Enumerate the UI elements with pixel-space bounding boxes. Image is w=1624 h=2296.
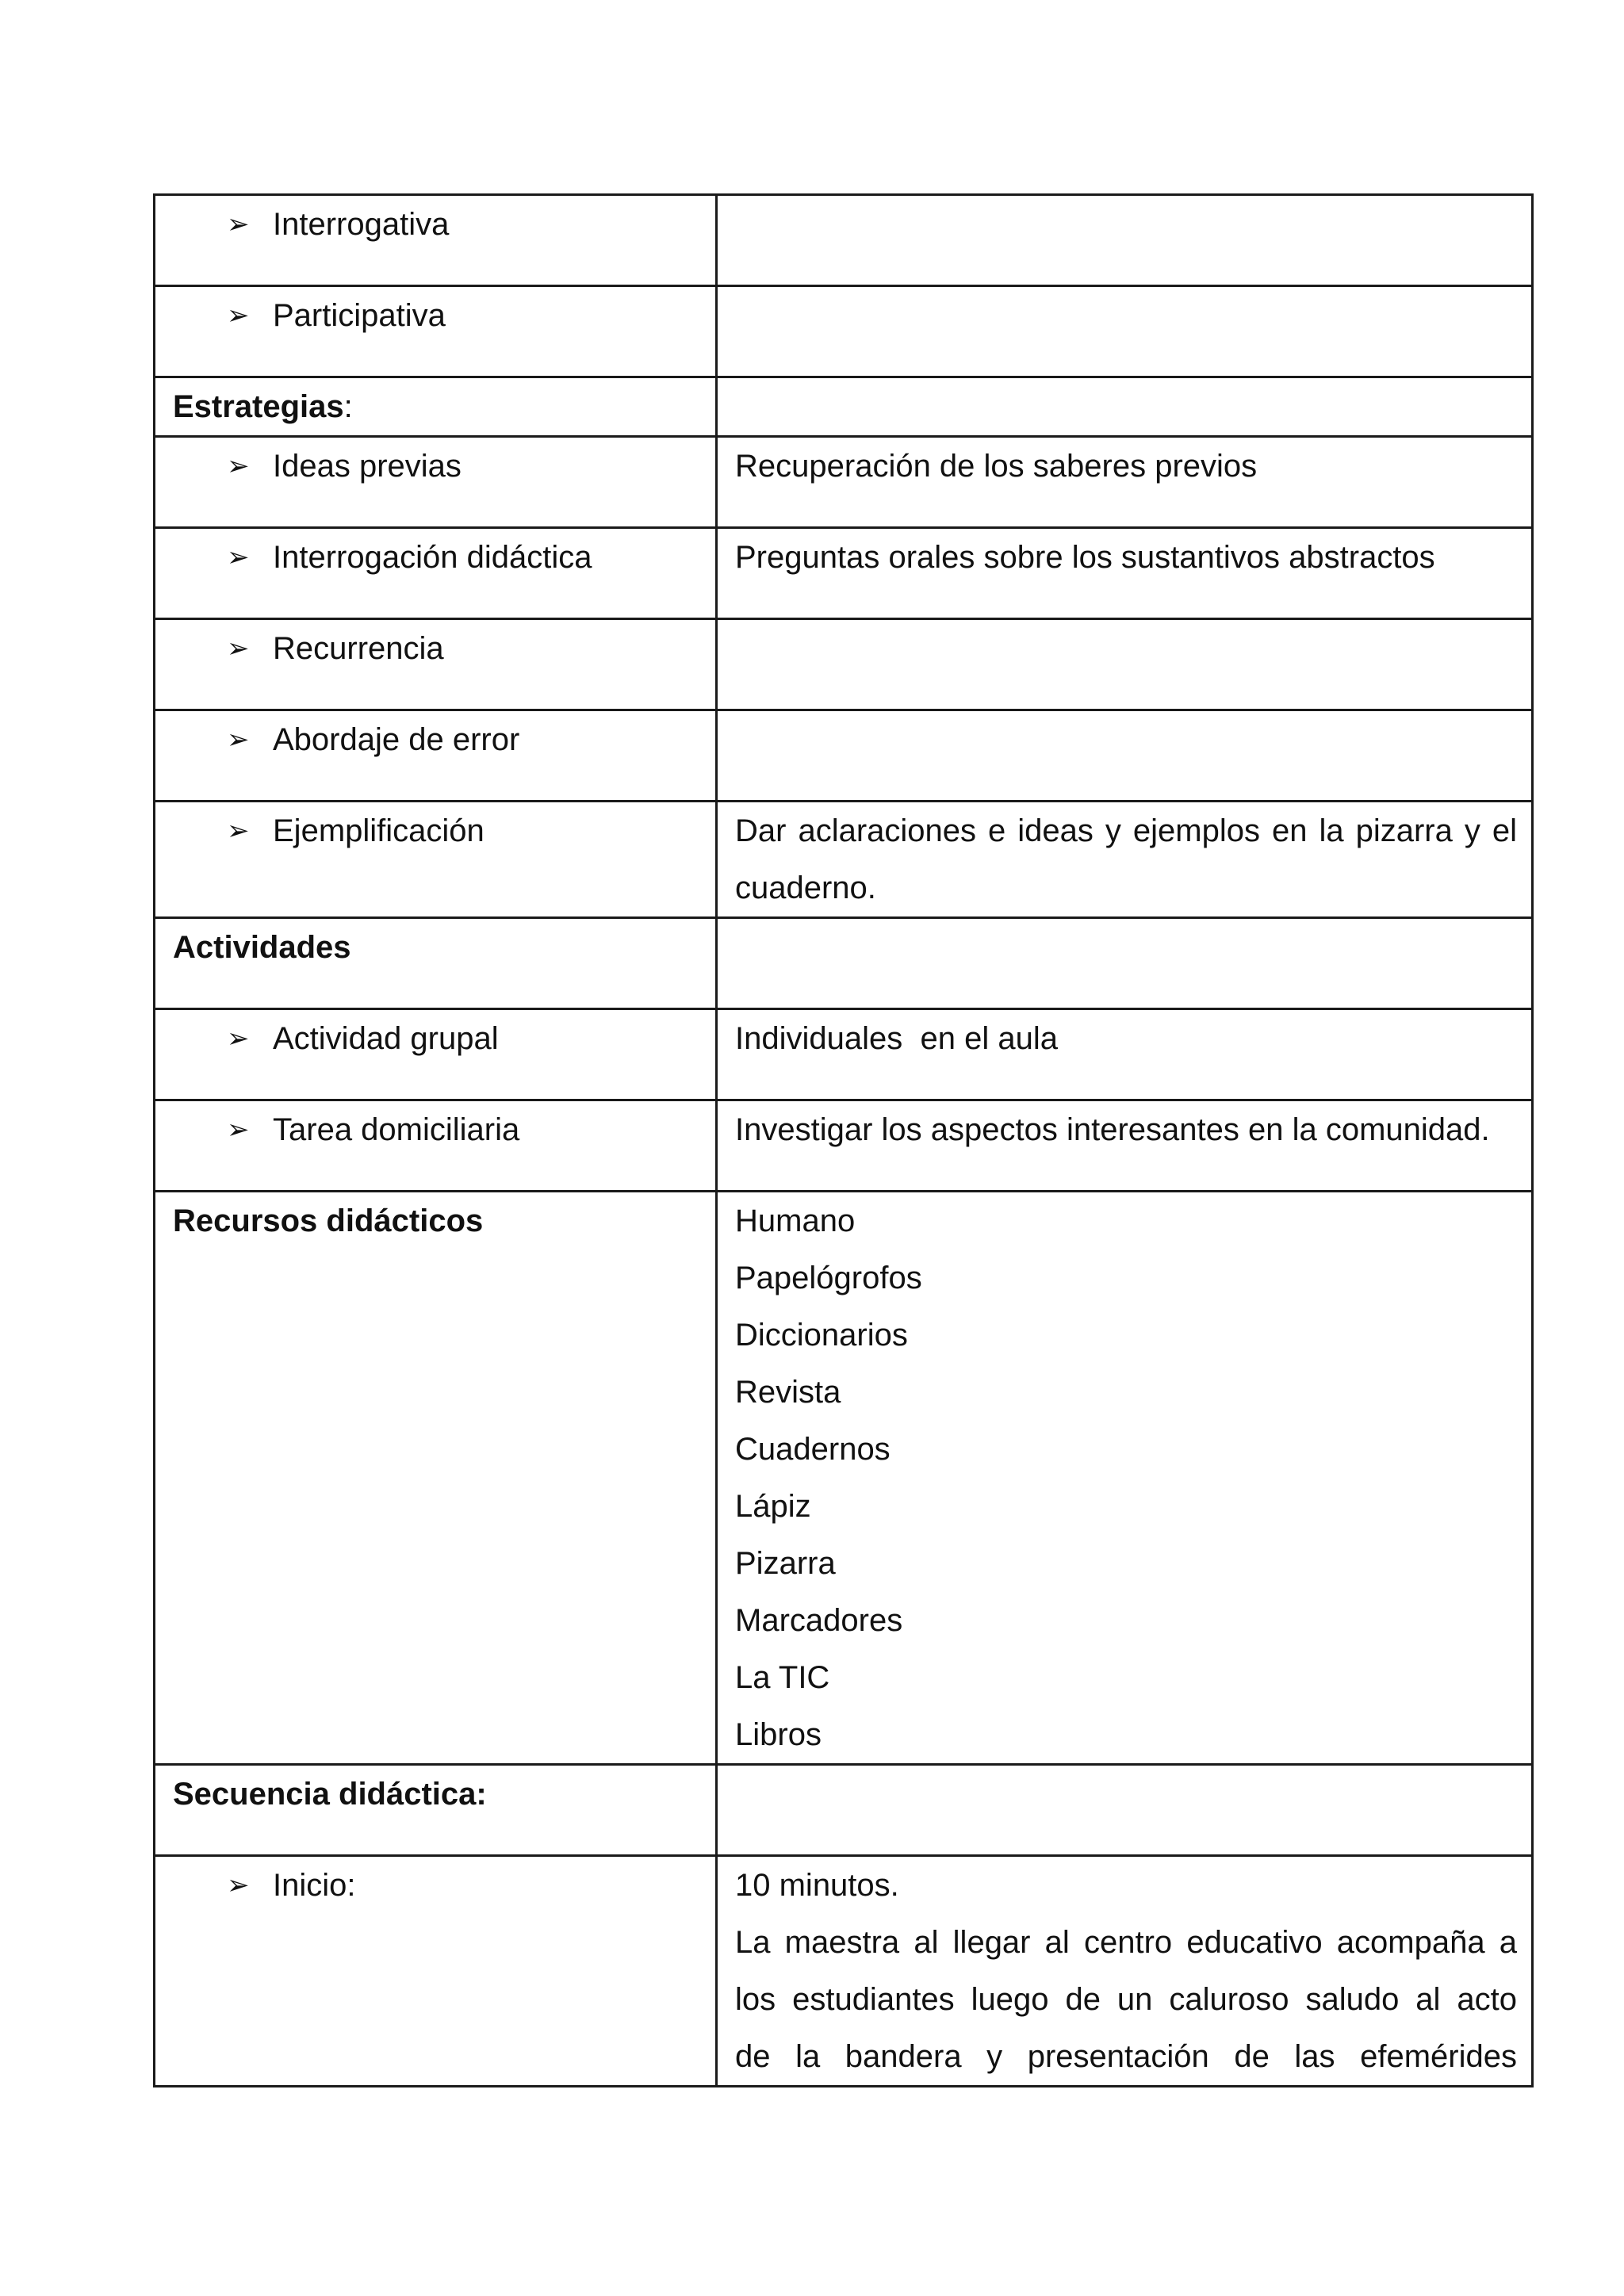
resource-item: Papelógrofos <box>735 1261 922 1295</box>
row-label: Abordaje de error <box>273 722 520 757</box>
row-label-cell <box>155 619 717 710</box>
table-row <box>155 802 1533 918</box>
row-label-cell <box>155 1009 717 1100</box>
table-row <box>155 619 1533 710</box>
row-label-cell <box>155 377 717 437</box>
row-value: Investigar los aspectos interesantes en la comunidad. <box>735 1112 1490 1147</box>
row-value-cell <box>717 802 1533 918</box>
row-label-cell <box>155 437 717 528</box>
value-line: cuaderno. <box>735 871 876 905</box>
row-value: Preguntas orales sobre los sustantivos abstractos <box>735 540 1435 575</box>
row-value-cell <box>717 1009 1533 1100</box>
value-line: los estudiantes luego de un caluroso saludo al acto <box>735 1982 1517 2017</box>
row-value-cell <box>717 1100 1533 1192</box>
row-value-cell <box>717 918 1533 1009</box>
arrowhead-bullet-icon: ➢ <box>227 451 250 481</box>
row-label: Interrogativa <box>273 207 450 242</box>
resource-item: Marcadores <box>735 1603 903 1638</box>
row-value-cell <box>717 377 1533 437</box>
row-value-cell <box>717 619 1533 710</box>
resource-item: Diccionarios <box>735 1318 908 1353</box>
row-label: Recurrencia <box>273 631 444 666</box>
resource-item: Cuadernos <box>735 1432 891 1467</box>
section-heading-suffix: : <box>343 389 353 424</box>
arrowhead-bullet-icon: ➢ <box>227 816 250 846</box>
arrowhead-bullet-icon: ➢ <box>227 725 250 755</box>
value-line: 10 minutos. <box>735 1868 899 1903</box>
table-row <box>155 528 1533 619</box>
resource-item: La TIC <box>735 1660 830 1695</box>
row-label: Actividad grupal <box>273 1021 499 1056</box>
row-label-cell <box>155 195 717 286</box>
arrowhead-bullet-icon: ➢ <box>227 1870 250 1900</box>
section-heading: Estrategias <box>173 389 344 424</box>
row-label-cell <box>155 1765 717 1856</box>
row-label: Interrogación didáctica <box>273 540 592 575</box>
row-label-cell <box>155 1100 717 1192</box>
table-row <box>155 918 1533 1009</box>
arrowhead-bullet-icon: ➢ <box>227 209 250 239</box>
row-value-cell <box>717 1192 1533 1765</box>
row-label-cell <box>155 918 717 1009</box>
table-row <box>155 1856 1533 2087</box>
row-label: Inicio: <box>273 1868 356 1903</box>
row-label-cell <box>155 1192 717 1765</box>
resource-item: Revista <box>735 1375 841 1410</box>
section-heading: Actividades <box>173 930 351 965</box>
row-value-cell <box>717 437 1533 528</box>
row-value-cell <box>717 286 1533 377</box>
value-line: La maestra al llegar al centro educativo acompaña a <box>735 1925 1517 1960</box>
arrowhead-bullet-icon: ➢ <box>227 633 250 664</box>
row-label: Ideas previas <box>273 449 462 484</box>
resource-item: Libros <box>735 1717 822 1752</box>
row-label-cell <box>155 802 717 918</box>
arrowhead-bullet-icon: ➢ <box>227 300 250 331</box>
row-value-cell <box>717 710 1533 802</box>
row-value: Individuales en el aula <box>735 1021 1058 1056</box>
value-line: de la bandera y presentación de las efemérides <box>735 2039 1517 2074</box>
row-value: Recuperación de los saberes previos <box>735 449 1258 484</box>
row-value-cell <box>717 1765 1533 1856</box>
section-heading: Secuencia didáctica: <box>173 1777 487 1812</box>
resource-item: Lápiz <box>735 1489 811 1524</box>
arrowhead-bullet-icon: ➢ <box>227 1024 250 1054</box>
row-label-cell <box>155 1856 717 2087</box>
row-value-cell <box>717 528 1533 619</box>
table-row <box>155 1192 1533 1765</box>
table-row <box>155 1765 1533 1856</box>
table-row <box>155 377 1533 437</box>
table-row <box>155 1100 1533 1192</box>
arrowhead-bullet-icon: ➢ <box>227 542 250 572</box>
row-label: Ejemplificación <box>273 813 485 848</box>
row-label-cell <box>155 528 717 619</box>
arrowhead-bullet-icon: ➢ <box>227 1115 250 1145</box>
table-row <box>155 195 1533 286</box>
row-value-cell <box>717 1856 1533 2087</box>
table-row <box>155 710 1533 802</box>
row-label: Tarea domiciliaria <box>273 1112 520 1147</box>
row-label: Participativa <box>273 298 446 333</box>
table-row <box>155 437 1533 528</box>
table-row <box>155 1009 1533 1100</box>
row-label-cell <box>155 710 717 802</box>
section-heading: Recursos didácticos <box>173 1203 484 1238</box>
table-row <box>155 286 1533 377</box>
resource-item: Humano <box>735 1203 856 1238</box>
value-line: Dar aclaraciones e ideas y ejemplos en la pizarra y el <box>735 813 1517 848</box>
row-value-cell <box>717 195 1533 286</box>
row-label-cell <box>155 286 717 377</box>
resource-item: Pizarra <box>735 1546 836 1581</box>
lesson-plan-table <box>153 193 1534 2087</box>
